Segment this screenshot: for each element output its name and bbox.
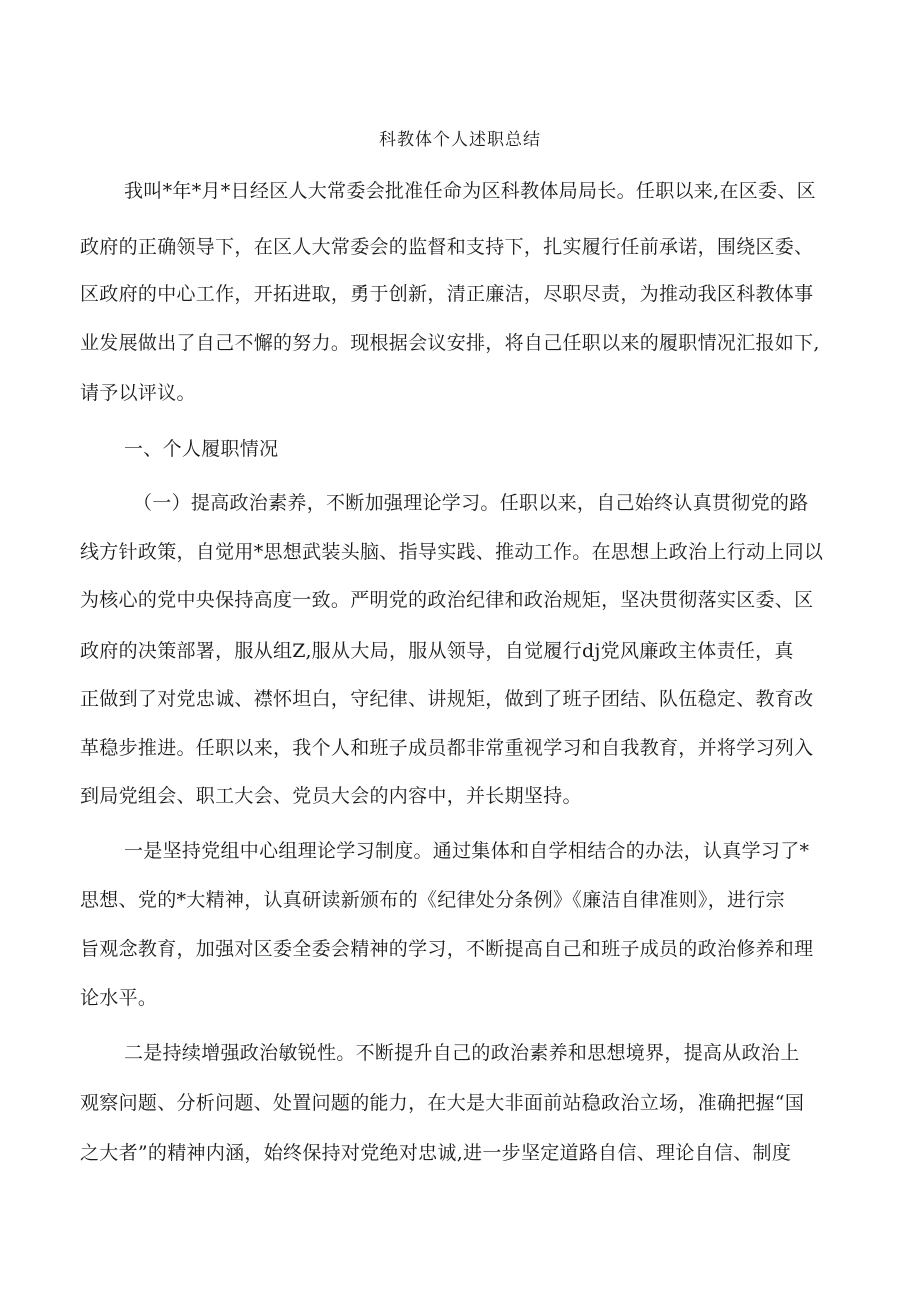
paragraph-2-line-3: 为核心的党中央保持高度一致。严明党的政治纪律和政治规矩，坚决贯彻落实区委、区 — [80, 589, 814, 611]
paragraph-1-line-5: 请予以评议。 — [80, 382, 196, 404]
paragraph-2-line-6: 革稳步推进。任职以来，我个人和班子成员都非常重视学习和自我教育，并将学习列入 — [80, 737, 814, 759]
paragraph-4-line-3: 之大者”的精神内涵，始终保持对党绝对忠诚,进一步坚定道路自信、理论自信、制度 — [80, 1142, 792, 1164]
paragraph-1-line-2: 政府的正确领导下，在区人大常委会的监督和支持下，扎实履行任前承诺，围绕区委、 — [80, 236, 814, 258]
paragraph-1-line-3: 区政府的中心工作，开拓进取，勇于创新，清正廉洁，尽职尽责，为推动我区科教体事 — [80, 283, 814, 305]
paragraph-1-line-4: 业发展做出了自己不懈的努力。现根据会议安排，将自己任职以来的履职情况汇报如下, — [80, 332, 820, 354]
paragraph-3-line-3: 旨观念教育，加强对区委全委会精神的学习，不断提高自己和班子成员的政治修养和理 — [80, 938, 814, 960]
paragraph-3-line-4: 论水平。 — [80, 987, 158, 1009]
paragraph-4-line-1: 二是持续增强政治敏锐性。不断提升自己的政治素养和思想境界，提高从政治上 — [124, 1042, 800, 1064]
paragraph-4-line-2: 观察问题、分析问题、处置问题的能力，在大是大非面前站稳政治立场，准确把握“国 — [80, 1092, 805, 1114]
paragraph-3-line-2: 思想、党的*大精神，认真研读新颁布的《纪律处分条例》《廉洁自律准则》，进行宗 — [80, 889, 785, 911]
document-title: 科教体个人述职总结 — [379, 130, 541, 150]
paragraph-3-line-1: 一是坚持党组中心组理论学习制度。通过集体和自学相结合的办法，认真学习了* — [124, 840, 810, 862]
paragraph-2-line-5: 正做到了对党忠诚、襟怀坦白，守纪律、讲规矩，做到了班子团结、队伍稳定、教育改 — [80, 688, 814, 710]
paragraph-2-line-7: 到局党组会、职工大会、党员大会的内容中，并长期坚持。 — [80, 785, 582, 807]
paragraph-2-line-2: 线方针政策，自觉用*思想武装头脑、指导实践、推动工作。在思想上政治上行动上同以 — [80, 541, 824, 563]
paragraph-2-line-1: （一）提高政治素养，不断加强理论学习。任职以来，自己始终认真贯彻党的路 — [133, 492, 809, 514]
paragraph-1-line-1: 我叫*年*月*日经区人大常委会批准任命为区科教体局局长。任职以来,在区委、区 — [124, 180, 816, 202]
paragraph-2-line-4: 政府的决策部署，服从组Z,服从大局，服从领导，自觉履行dj党风廉政主体责任，真 — [80, 640, 794, 662]
section-heading: 一、个人履职情况 — [124, 438, 279, 460]
